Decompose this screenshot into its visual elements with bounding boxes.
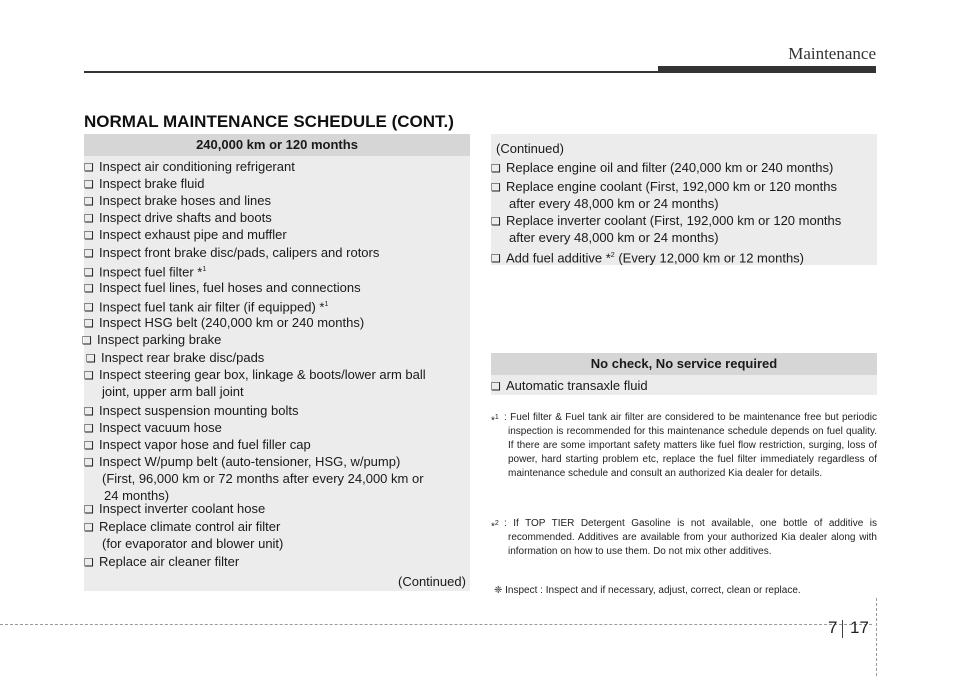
list-item: ❑ Inspect suspension mounting bolts	[84, 402, 298, 421]
checkbox-icon: ❑	[84, 248, 94, 260]
list-item: ❑ Inspect fuel tank air filter (if equipped) *$^1$	[84, 296, 328, 317]
list-item-continuation: (for evaporator and blower unit)	[102, 536, 284, 551]
checkbox-icon: ❑	[84, 196, 94, 208]
list-item: ❑ Inspect air conditioning refrigerant	[84, 158, 295, 177]
list-item: ❑ Add fuel additive *$^2$ (Every 12,000 km or 12 months)	[491, 247, 804, 268]
list-item-continuation: joint, upper arm ball joint	[102, 384, 244, 399]
list-item: ❑ Replace climate control air filter	[84, 518, 280, 537]
chapter-number: 7	[828, 618, 838, 637]
checkbox-icon: ❑	[84, 318, 94, 330]
checkbox-icon: ❑	[84, 440, 94, 452]
list-item: ❑ Automatic transaxle fluid	[491, 377, 648, 396]
continued-label: (Continued)	[398, 574, 466, 589]
checkbox-icon: ❑	[491, 381, 501, 393]
page-number-separator	[842, 620, 843, 638]
checkbox-icon: ❑	[86, 353, 96, 365]
checkbox-icon: ❑	[84, 457, 94, 469]
list-item: ❑ Inspect steering gear box, linkage & boots/lower arm ball	[84, 366, 426, 385]
list-item-continuation: after every 48,000 km or 24 months)	[509, 196, 719, 211]
list-item-continuation: after every 48,000 km or 24 months)	[509, 230, 719, 245]
list-item: ❑ Inspect rear brake disc/pads	[86, 349, 264, 368]
schedule-table-heading: 240,000 km or 120 months	[84, 134, 470, 156]
list-item-continuation: (First, 96,000 km or 72 months after every 24,000 km or	[102, 471, 424, 486]
list-item: ❑ Inspect parking brake	[82, 331, 221, 350]
checkbox-icon: ❑	[84, 522, 94, 534]
inspect-definition-note: ❈ Inspect : Inspect and if necessary, adjust, correct, clean or replace.	[494, 585, 801, 596]
checkbox-icon: ❑	[84, 162, 94, 174]
list-item: ❑ Inspect fuel lines, fuel hoses and connections	[84, 279, 361, 298]
no-check-table-heading: No check, No service required	[491, 353, 877, 375]
checkbox-icon: ❑	[491, 216, 501, 228]
checkbox-icon: ❑	[84, 406, 94, 418]
checkbox-icon: ❑	[84, 557, 94, 569]
crop-mark	[876, 598, 877, 676]
running-header-title: Maintenance	[788, 44, 876, 63]
checkbox-icon: ❑	[84, 302, 94, 315]
list-item: ❑ Replace air cleaner filter	[84, 553, 239, 572]
list-item: ❑ Inspect drive shafts and boots	[84, 209, 272, 228]
checkbox-icon: ❑	[491, 182, 501, 194]
list-item: ❑ Inspect fuel filter *$^1$	[84, 261, 206, 282]
list-item: ❑ Inspect exhaust pipe and muffler	[84, 226, 287, 245]
checkbox-icon: ❑	[84, 179, 94, 191]
checkbox-icon: ❑	[84, 283, 94, 295]
checkbox-icon: ❑	[84, 267, 94, 280]
header-rule-thick	[658, 66, 876, 73]
footnote-ref: 1	[324, 301, 329, 308]
footnote-1: *$^1$ : Fuel filter & Fuel tank air filter are considered to be maintenance free but periodic inspection is recommended for this maintenance schedule depends on fuel quality. If there are some important safety matters like fuel flow restriction, surging, loss of power, hard starting problem etc, replace the fuel filter immediately regardless of maintenance schedule and consult an authorized Kia dealer for details.	[491, 412, 877, 479]
checkbox-icon: ❑	[84, 213, 94, 225]
list-item: ❑ Inspect W/pump belt (auto-tensioner, HSG, w/pump)	[84, 453, 400, 472]
footnote-2: *$^2$ : If TOP TIER Detergent Gasoline is not available, one bottle of additive is recommended. Additives are available from your authorized Kia dealer along with information on how to use them. Do not mix other additives.	[491, 518, 877, 557]
list-item: ❑ Inspect front brake disc/pads, calipers and rotors	[84, 244, 379, 263]
list-item: ❑ Replace inverter coolant (First, 192,000 km or 120 months	[491, 212, 841, 231]
list-item-continuation: 24 months)	[104, 488, 170, 503]
continued-label: (Continued)	[496, 141, 564, 156]
list-item: ❑ Inspect vacuum hose	[84, 419, 222, 438]
header-rule-thin	[84, 71, 658, 73]
page-number: 17	[850, 618, 869, 637]
checkbox-icon: ❑	[491, 163, 501, 175]
checkbox-icon: ❑	[84, 230, 94, 242]
list-item: ❑ Inspect brake hoses and lines	[84, 192, 271, 211]
checkbox-icon: ❑	[84, 504, 94, 516]
checkbox-icon: ❑	[82, 335, 92, 347]
list-item: ❑ Replace engine oil and filter (240,000 km or 240 months)	[491, 159, 833, 178]
checkbox-icon: ❑	[491, 253, 501, 266]
list-item: ❑ Inspect inverter coolant hose	[84, 500, 265, 519]
list-item: ❑ Replace engine coolant (First, 192,000 km or 120 months	[491, 178, 837, 197]
section-title: NORMAL MAINTENANCE SCHEDULE (CONT.)	[84, 112, 454, 131]
list-item: ❑ Inspect brake fluid	[84, 175, 205, 194]
list-item: ❑ Inspect HSG belt (240,000 km or 240 months)	[84, 314, 364, 333]
checkbox-icon: ❑	[84, 370, 94, 382]
footnote-ref: 2	[610, 252, 615, 259]
list-item: ❑ Inspect vapor hose and fuel filler cap	[84, 436, 311, 455]
footnote-ref: 1	[202, 266, 207, 273]
checkbox-icon: ❑	[84, 423, 94, 435]
footer-rule	[0, 624, 872, 625]
